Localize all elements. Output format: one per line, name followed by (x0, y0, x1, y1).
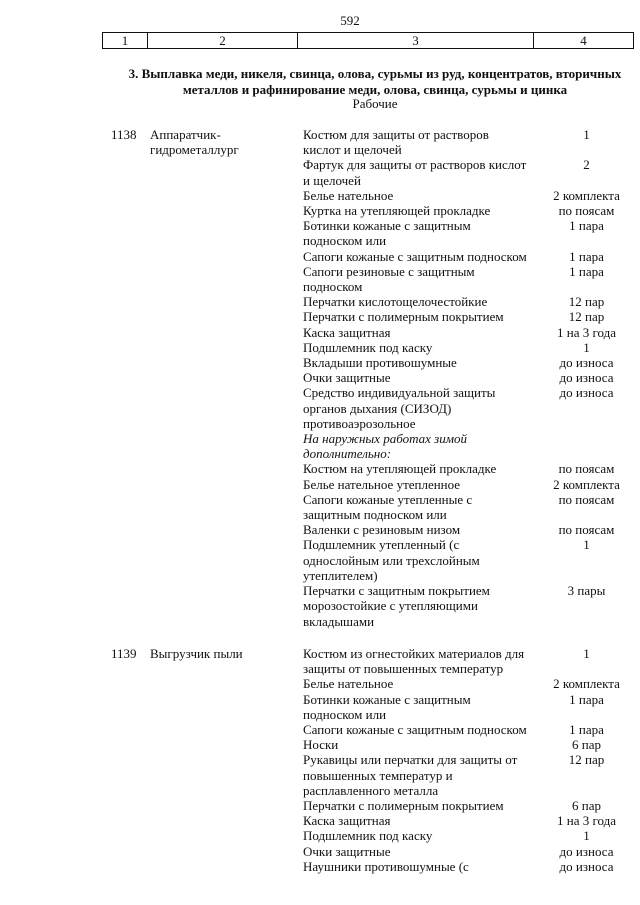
section-title-line-2: металлов и рафинирование меди, олова, свинца, сурьмы и цинка (182, 82, 568, 97)
ppe-item-list (303, 646, 640, 874)
ppe-item-name-line: Ботинки кожаные с защитным (303, 218, 471, 234)
section-subtitle: Рабочие (352, 96, 398, 111)
ppe-item-name-line: Носки (303, 737, 339, 753)
column-header-3: 3 (297, 33, 533, 48)
ppe-item-name-line: кислот и щелочей (303, 142, 402, 158)
ppe-item-row (303, 859, 640, 874)
ppe-item-name-line: Белье нательное (303, 676, 394, 692)
ppe-item-quantity: 1 пара (569, 218, 604, 234)
ppe-item-name-line: Костюм на утепляющей прокладке (303, 461, 497, 477)
ppe-item-name-line: Фартук для защиты от растворов кислот (303, 157, 527, 173)
ppe-item-row (303, 737, 640, 752)
ppe-item-quantity (533, 431, 640, 461)
ppe-item-name-line: Подшлемник под каску (303, 828, 433, 844)
ppe-item-name-line: Сапоги кожаные утепленные с (303, 491, 473, 507)
ppe-item-quantity: 1 (583, 537, 590, 553)
ppe-item-row (303, 309, 640, 324)
ppe-item-name (303, 431, 533, 461)
ppe-item-name (303, 385, 533, 431)
ppe-item-row (303, 583, 640, 629)
ppe-item-row (303, 264, 640, 294)
ppe-item-row (303, 127, 640, 157)
ppe-item-row (303, 813, 640, 828)
ppe-item-row (303, 492, 640, 522)
ppe-item-name-line: Вкладыши противошумные (303, 355, 457, 371)
ppe-item-quantity: 1 (583, 828, 590, 844)
ppe-item-quantity: 12 пар (568, 294, 605, 310)
ppe-item-quantity: по поясам (558, 491, 615, 507)
ppe-item-name (303, 370, 533, 385)
ppe-item-name-line: Перчатки кислотощелочестойкие (303, 294, 488, 310)
ppe-item-row (303, 249, 640, 264)
entry-job-title (150, 127, 295, 157)
ppe-item-name-line: Сапоги кожаные с защитным подноском (303, 722, 527, 738)
ppe-item-name (303, 537, 533, 583)
ppe-item-name-line: Сапоги резиновые с защитным (303, 263, 475, 279)
entry-number: 1139 (111, 646, 137, 661)
ppe-item-quantity: до износа (559, 370, 614, 386)
ppe-item-quantity: 2 (583, 157, 590, 173)
ppe-item-name-line: подноском (303, 279, 363, 295)
ppe-item-quantity: 1 на 3 года (557, 813, 616, 829)
ppe-item-name-line: Подшлемник под каску (303, 339, 433, 355)
ppe-item-name-line: Валенки с резиновым низом (303, 522, 461, 538)
ppe-item-quantity: 1 пара (569, 691, 604, 707)
ppe-item-quantity: по поясам (558, 203, 615, 219)
ppe-item-name (303, 692, 533, 722)
ppe-item-name-line: Куртка на утепляющей прокладке (303, 203, 491, 219)
ppe-item-name-line: противоаэрозольное (303, 415, 416, 431)
ppe-item-name-line: Перчатки с полимерным покрытием (303, 309, 504, 325)
ppe-item-quantity: 1 (583, 339, 590, 355)
ppe-item-quantity: до износа (559, 385, 614, 401)
ppe-item-row (303, 844, 640, 859)
ppe-item-quantity: 1 (583, 127, 590, 142)
ppe-item-name (303, 264, 533, 294)
ppe-item-name (303, 249, 533, 264)
ppe-item-name (303, 477, 533, 492)
ppe-item-name-line: Каска защитная (303, 813, 391, 829)
column-header-4: 4 (533, 33, 633, 48)
column-header-1: 1 (121, 33, 129, 48)
entry-number: 1138 (111, 127, 137, 142)
ppe-item-quantity: 1 (583, 646, 590, 661)
ppe-item-name-line: повышенных температур и (303, 767, 453, 783)
ppe-item-quantity: 2 комплекта (553, 676, 620, 692)
ppe-item-name-line: расплавленного металла (303, 782, 439, 798)
ppe-item-name-line: подноском или (303, 233, 387, 249)
ppe-item-quantity: 3 пары (567, 583, 606, 599)
ppe-item-quantity: по поясам (558, 461, 615, 477)
ppe-item-row (303, 325, 640, 340)
ppe-item-row (303, 522, 640, 537)
ppe-item-name-line: утеплителем) (303, 567, 378, 583)
section-title (110, 66, 640, 98)
ppe-item-row (303, 692, 640, 722)
ppe-note-row (303, 431, 640, 461)
ppe-item-row (303, 798, 640, 813)
entry-job-title (150, 646, 295, 661)
ppe-item-name-line: Ботинки кожаные с защитным (303, 691, 471, 707)
ppe-item-name-line: органов дыхания (СИЗОД) (303, 400, 452, 416)
ppe-item-name-line: Костюм для защиты от растворов (303, 127, 489, 142)
ppe-item-name-line: Рукавицы или перчатки для защиты от (303, 752, 518, 768)
ppe-item-name-line: однослойным или трехслойным (303, 552, 480, 568)
ppe-item-name-line: Каска защитная (303, 324, 391, 340)
ppe-item-name-line: и щелочей (303, 172, 361, 188)
ppe-item-name-line: Подшлемник утепленный (с (303, 537, 460, 553)
ppe-item-name-line: Средство индивидуальной защиты (303, 385, 496, 401)
ppe-item-row (303, 461, 640, 476)
ppe-item-name (303, 722, 533, 737)
ppe-item-row (303, 752, 640, 798)
ppe-item-name-line: Перчатки с полимерным покрытием (303, 798, 504, 814)
ppe-item-name-line: Сапоги кожаные с защитным подноском (303, 248, 527, 264)
ppe-item-quantity: 12 пар (568, 309, 605, 325)
column-header-row (102, 32, 634, 49)
ppe-item-quantity: 2 комплекта (553, 476, 620, 492)
ppe-item-name-line: На наружных работах зимой (303, 431, 468, 447)
ppe-item-name-line: морозостойкие с утепляющими (303, 598, 478, 614)
ppe-item-row (303, 385, 640, 431)
ppe-item-name (303, 828, 533, 843)
ppe-item-name-line: подноском или (303, 706, 387, 722)
ppe-item-row (303, 676, 640, 691)
ppe-item-name (303, 492, 533, 522)
ppe-item-name (303, 737, 533, 752)
ppe-item-quantity: 1 на 3 года (557, 324, 616, 340)
ppe-item-name (303, 355, 533, 370)
ppe-item-row (303, 537, 640, 583)
ppe-item-name (303, 309, 533, 324)
ppe-item-name (303, 218, 533, 248)
ppe-item-list (303, 127, 640, 629)
ppe-item-name (303, 188, 533, 203)
ppe-item-name-line: вкладышами (303, 613, 375, 629)
ppe-item-name (303, 752, 533, 798)
ppe-item-name-line: Костюм из огнестойких материалов для (303, 646, 525, 661)
ppe-item-name-line: Белье нательное (303, 187, 394, 203)
ppe-item-row (303, 370, 640, 385)
ppe-item-name-line: Белье нательное утепленное (303, 476, 461, 492)
section-title-line-1: 3. Выплавка меди, никеля, свинца, олова, сурьмы из руд, концентратов, вторичных (128, 66, 622, 81)
ppe-item-name (303, 676, 533, 691)
ppe-item-row (303, 828, 640, 843)
ppe-item-row (303, 203, 640, 218)
ppe-item-name (303, 340, 533, 355)
ppe-item-name (303, 461, 533, 476)
ppe-item-quantity: по поясам (558, 522, 615, 538)
ppe-item-row (303, 355, 640, 370)
ppe-item-name-line: дополнительно: (303, 446, 392, 462)
ppe-item-quantity: до износа (559, 843, 614, 859)
ppe-item-name-line: Перчатки с защитным покрытием (303, 583, 490, 599)
ppe-item-quantity: 2 комплекта (553, 187, 620, 203)
ppe-item-row (303, 218, 640, 248)
ppe-item-name-line: защиты от повышенных температур (303, 661, 504, 677)
ppe-item-name-line: Очки защитные (303, 370, 391, 386)
ppe-item-name (303, 325, 533, 340)
entry-job-title-line: Аппаратчик- (150, 127, 221, 142)
ppe-item-name (303, 294, 533, 309)
ppe-item-quantity: до износа (559, 858, 614, 874)
ppe-item-name (303, 522, 533, 537)
ppe-item-name (303, 798, 533, 813)
ppe-item-quantity: 6 пар (572, 798, 601, 814)
ppe-item-row (303, 477, 640, 492)
ppe-item-name-line: Наушники противошумные (с (303, 858, 469, 874)
ppe-item-row (303, 188, 640, 203)
ppe-item-quantity: 6 пар (572, 737, 601, 753)
ppe-item-quantity: 12 пар (568, 752, 605, 768)
ppe-item-name (303, 813, 533, 828)
ppe-item-name (303, 859, 533, 874)
ppe-item-name (303, 646, 533, 676)
ppe-item-row (303, 646, 640, 676)
ppe-item-row (303, 340, 640, 355)
ppe-item-name-line: защитным подноском или (303, 507, 447, 523)
ppe-item-name (303, 157, 533, 187)
entry-job-title-line: Выгрузчик пыли (150, 646, 243, 661)
ppe-item-row (303, 157, 640, 187)
entry-job-title-line: гидрометаллург (150, 142, 239, 157)
ppe-item-name-line: Очки защитные (303, 843, 391, 859)
ppe-item-quantity: 1 пара (569, 248, 604, 264)
ppe-item-quantity: 1 пара (569, 263, 604, 279)
page-number: 592 (340, 13, 360, 28)
ppe-item-name (303, 583, 533, 629)
ppe-item-name (303, 844, 533, 859)
ppe-item-row (303, 294, 640, 309)
column-header-2: 2 (147, 33, 297, 48)
ppe-item-row (303, 722, 640, 737)
ppe-item-quantity: 1 пара (569, 722, 604, 738)
ppe-item-name (303, 127, 533, 157)
ppe-item-name (303, 203, 533, 218)
ppe-item-quantity: до износа (559, 355, 614, 371)
